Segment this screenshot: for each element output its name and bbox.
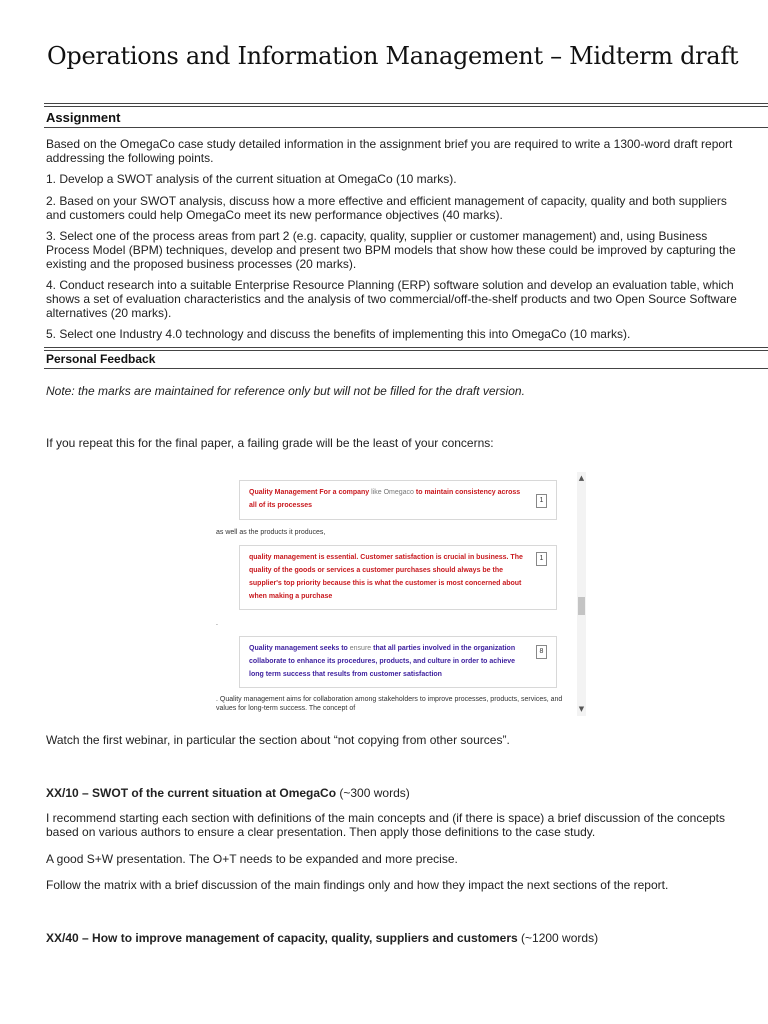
feedback-warning: If you repeat this for the final paper, a failing grade will be the least of your concerns: (46, 436, 494, 450)
match-text-3-c: that all parties involved in the organization collaborate to enhance its procedures, products, and culture in order to achieve long term success that results from customer satisfaction (249, 645, 516, 678)
assignment-point-2: 2. Based on your SWOT analysis, discuss how a more effective and efficient management of capacity, quality and both suppliers and customers could help OmegaCo meet its new performance objectives (40 marks). (46, 194, 727, 222)
webinar-text: Watch the first webinar, in particular the section about “not copying from other sources”. (46, 733, 510, 747)
swot-heading-rest: (~300 words) (336, 786, 410, 800)
match-text-3 (249, 642, 529, 681)
unmatched-text-1: as well as the products it produces, (216, 529, 326, 536)
unmatched-text-3: . Quality management aims for collaboration among stakeholders to improve processes, products, services, and values for long-term success. The concept of (216, 696, 563, 712)
document-title: Operations and Information Management – Midterm draft (47, 42, 739, 70)
swot-paragraph-1: I recommend starting each section with definitions of the main concepts and (if there is space) a brief discussion of the concepts based on various authors to ensure a clear presentation. Then apply those definitions to the case study. (46, 811, 726, 839)
feedback-rule-top (44, 347, 768, 348)
section-rule-top-2 (44, 106, 768, 107)
match-card-3 (239, 636, 557, 688)
assignment-point-5: 5. Select one Industry 4.0 technology and discuss the benefits of implementing this into OmegaCo (10 marks). (46, 327, 631, 341)
assignment-point-1: 1. Develop a SWOT analysis of the current situation at OmegaCo (10 marks). (46, 172, 457, 186)
improve-heading-rest: (~1200 words) (517, 931, 599, 945)
embedded-scrollbar[interactable] (577, 472, 586, 716)
match-text-3-a: Quality management seeks to (249, 645, 350, 652)
match-text-1-b: like Omegaco (371, 489, 416, 496)
section-rule-bottom (44, 127, 768, 128)
feedback-rule-top-2 (44, 350, 768, 351)
improve-heading-bold: XX/40 – How to improve management of capacity, quality, suppliers and customers (46, 931, 518, 945)
swot-paragraph-3: Follow the matrix with a brief discussion of the main findings only and how they impact the next sections of the report. (46, 878, 669, 892)
swot-heading (46, 786, 746, 800)
feedback-note: Note: the marks are maintained for reference only but will not be filled for the draft version. (46, 384, 525, 398)
feedback-rule-bottom (44, 368, 768, 369)
match-count-badge-3[interactable]: 8 (536, 645, 547, 659)
unmatched-text-2: . (216, 620, 218, 627)
match-card-1 (239, 480, 557, 520)
match-count-badge-1[interactable]: 1 (536, 494, 547, 508)
match-card-2 (239, 545, 557, 610)
swot-paragraph-2: A good S+W presentation. The O+T needs to be expanded and more precise. (46, 852, 458, 866)
scroll-thumb[interactable] (578, 597, 585, 615)
assignment-heading: Assignment (46, 110, 121, 125)
match-text-1-a: Quality Management For a company (249, 489, 372, 496)
match-text-3-b: ensure (349, 645, 374, 652)
embedded-plagiarism-screenshot (208, 472, 586, 716)
assignment-point-4: 4. Conduct research into a suitable Enterprise Resource Planning (ERP) software solution and develop an evaluation table, which shows a set of evaluation characteristics and the analysis of two commercial/off-the-shelf products and two Open Source Software alternatives (20 marks). (46, 278, 737, 320)
scroll-up-arrow-icon[interactable]: ▲ (578, 474, 585, 482)
match-count-badge-2[interactable]: 1 (536, 552, 547, 566)
assignment-point-3: 3. Select one of the process areas from part 2 (e.g. capacity, quality, supplier or customer management) and, using Business Process Model (BPM) techniques, develop and present two BPM models that show how these could be improved by capturing the existing and the proposed business processes (20 marks). (46, 229, 736, 271)
assignment-intro: Based on the OmegaCo case study detailed information in the assignment brief you are required to write a 1300-word draft report addressing the following points. (46, 137, 733, 165)
feedback-heading: Personal Feedback (46, 352, 156, 366)
scroll-down-arrow-icon[interactable]: ▼ (578, 705, 585, 713)
section-rule-top (44, 103, 768, 104)
match-text-1-c: to maintain consistency across all of its processes (249, 489, 521, 509)
match-text-1 (249, 486, 529, 512)
match-text-2: quality management is essential. Customer satisfaction is crucial in business. The quality of the goods or services a customer purchases should always be the supplier's top priority because this is what the customer is most concerned about when making a purchase (249, 554, 523, 600)
swot-heading-bold: XX/10 – SWOT of the current situation at OmegaCo (46, 786, 337, 800)
improve-heading (46, 931, 746, 945)
